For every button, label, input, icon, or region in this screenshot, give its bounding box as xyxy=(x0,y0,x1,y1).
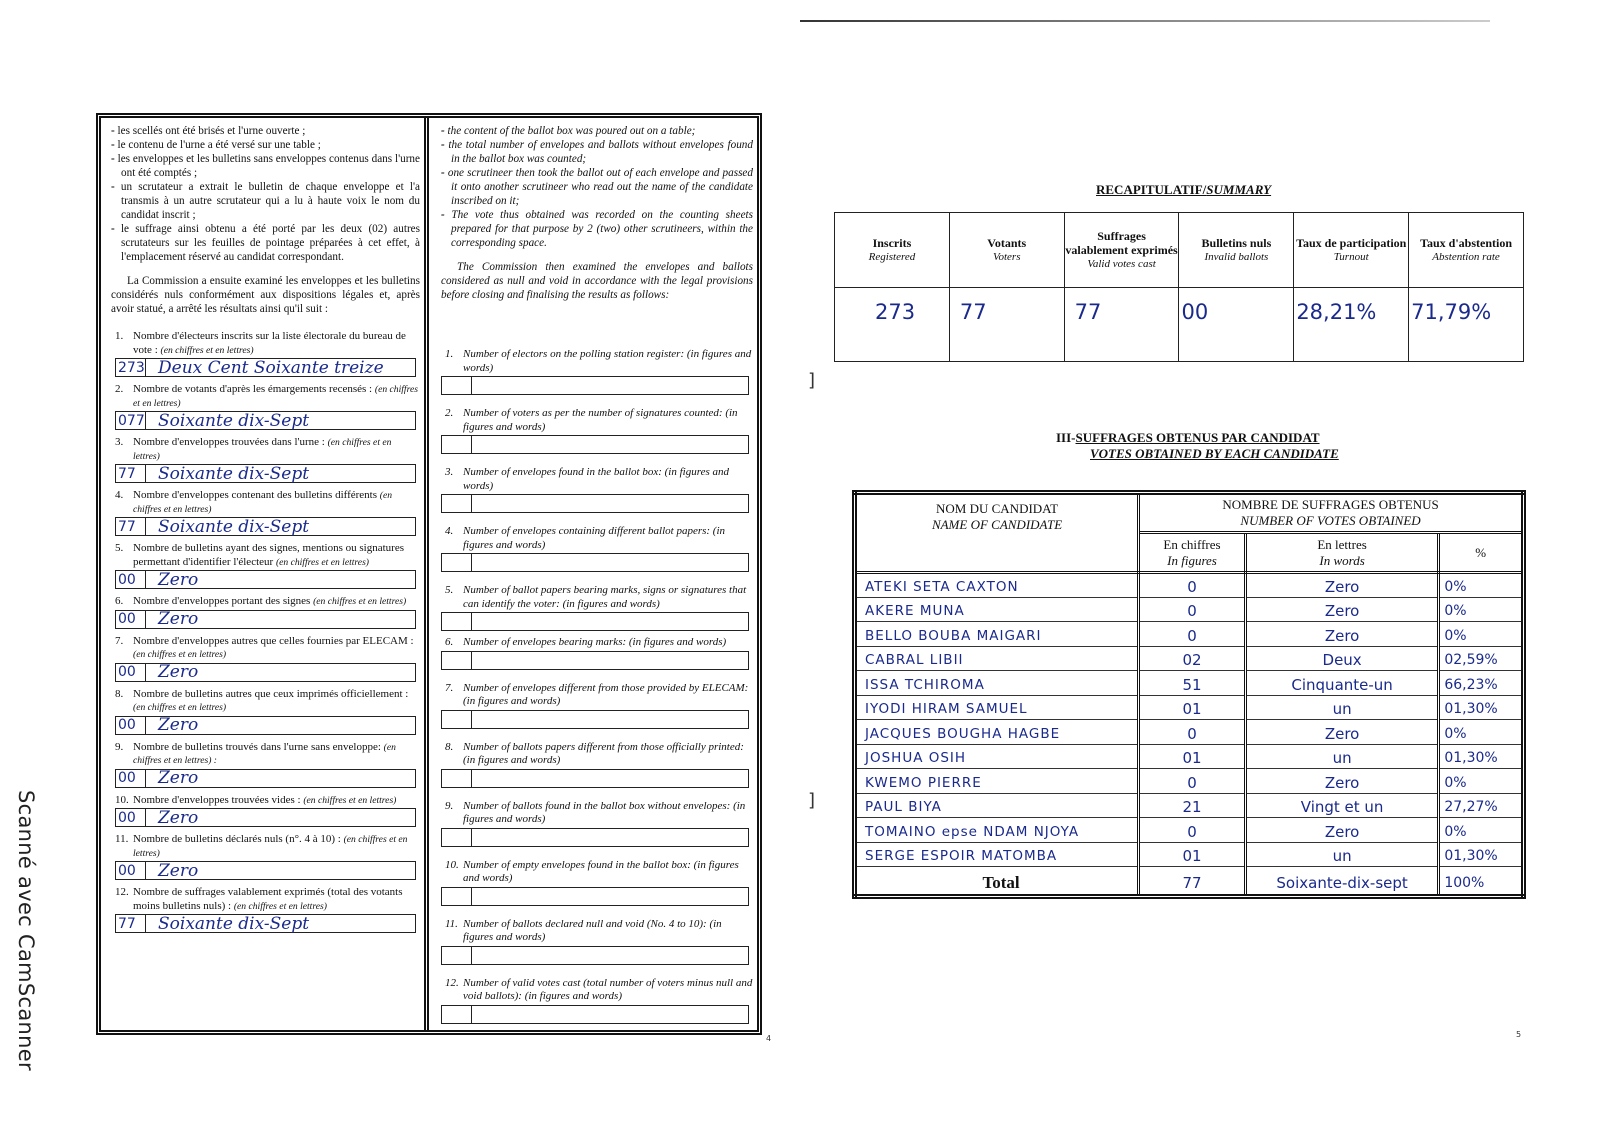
item-text: Nombre d'enveloppes trouvées dans l'urne : xyxy=(133,436,325,448)
item-hint: (en chiffres et en lettres) xyxy=(303,794,397,806)
words-field[interactable]: Deux Cent Soixante treize xyxy=(158,357,384,378)
candidate-percent: 02,59% xyxy=(1439,646,1524,671)
item-label xyxy=(111,436,420,463)
header-votes-obtained: NOMBRE DE SUFFRAGES OBTENUS NUMBER OF VOTES OBTAINED xyxy=(1139,493,1524,533)
procedure-step: - un scrutateur a extrait le bulletin de chaque enveloppe et l'a transmis à un autre scrutateur qui a lu à haute voix le nom du candidat inscrit ; xyxy=(111,180,420,222)
candidate-votes-figures: 01 xyxy=(1139,842,1246,867)
candidate-row xyxy=(855,671,1524,696)
form-item xyxy=(111,542,420,589)
candidate-percent: 0% xyxy=(1439,622,1524,647)
summary-registered-value: 273 xyxy=(835,288,950,362)
candidate-row xyxy=(855,646,1524,671)
item-label xyxy=(111,542,420,569)
item-label xyxy=(441,466,753,493)
figure-field[interactable]: 077 xyxy=(118,412,145,429)
summary-title-en: SUMMARY xyxy=(1206,182,1272,197)
candidate-votes-words: un xyxy=(1245,744,1438,769)
procedure-step: - The vote thus obtained was recorded on the counting sheets prepared for that purpose by 2 (two) other scrutineers, within the corresponding space. xyxy=(441,208,753,250)
candidate-percent: 01,30% xyxy=(1439,695,1524,720)
header-candidate-name: NOM DU CANDIDAT NAME OF CANDIDATE xyxy=(855,493,1139,573)
item-text: Number of envelopes different from those provided by ELECAM: (in figures and words) xyxy=(463,681,749,707)
procedure-step: - le contenu de l'urne a été versé sur une table ; xyxy=(111,138,420,152)
candidate-percent: 01,30% xyxy=(1439,744,1524,769)
answer-field[interactable] xyxy=(115,570,416,589)
item-number: 2. xyxy=(445,407,454,419)
candidate-row xyxy=(855,695,1524,720)
item-number: 5. xyxy=(445,584,454,596)
french-procedure-list xyxy=(111,124,420,264)
figure-field[interactable]: 00 xyxy=(116,717,146,734)
item-label xyxy=(111,833,420,860)
item-label xyxy=(111,794,420,808)
words-field[interactable]: Zero xyxy=(158,662,199,682)
scan-mark: ] xyxy=(808,370,816,391)
item-label xyxy=(111,489,420,516)
english-column xyxy=(429,118,757,1030)
item-number: 12. xyxy=(445,976,459,989)
words-field[interactable]: Zero xyxy=(158,768,199,788)
form-item xyxy=(441,584,753,631)
procedure-step: - le suffrage ainsi obtenu a été porté par les deux (02) autres scrutateurs sur les feuilles de pointage préparées à cet effet, à l'emplacement réservé au candidat correspondant. xyxy=(111,222,420,264)
item-text: Nombre de bulletins ayant des signes, mentions ou signatures permettant d'identifier l'électeur xyxy=(133,542,404,568)
answer-field[interactable] xyxy=(441,946,749,965)
summary-turnout-value: 28,21% xyxy=(1294,288,1409,362)
item-label xyxy=(111,886,420,913)
summary-abstention-value: 71,79% xyxy=(1409,288,1524,362)
candidate-row xyxy=(855,622,1524,647)
figure-field[interactable] xyxy=(442,652,472,669)
answer-field[interactable] xyxy=(441,553,749,572)
summary-header-abstention: Taux d'abstention Abstention rate xyxy=(1409,213,1524,288)
figure-field[interactable]: 00 xyxy=(116,571,146,588)
item-number: 7. xyxy=(445,681,454,694)
item-text: Number of empty envelopes found in the ballot box: (in figures and words) xyxy=(463,858,739,884)
item-hint: (en chiffres et en lettres) xyxy=(233,900,327,912)
french-column xyxy=(101,118,429,1030)
candidate-votes-words: Vingt et un xyxy=(1245,793,1438,818)
candidate-name: SERGE ESPOIR MATOMBA xyxy=(855,842,1139,867)
candidate-name: KWEMO PIERRE xyxy=(855,769,1139,794)
form-item xyxy=(111,635,420,682)
answer-field[interactable] xyxy=(115,610,416,629)
summary-table xyxy=(834,212,1524,362)
figure-field[interactable] xyxy=(442,947,472,964)
summary-valid-value: 77 xyxy=(1064,288,1179,362)
item-number: 5. xyxy=(115,542,124,554)
form-item xyxy=(441,682,753,729)
candidate-name: ATEKI SETA CAXTON xyxy=(855,573,1139,598)
item-label xyxy=(111,635,420,662)
candidate-row xyxy=(855,597,1524,622)
answer-field[interactable] xyxy=(441,651,749,670)
french-items xyxy=(111,330,420,933)
candidate-name: JACQUES BOUGHA HAGBE xyxy=(855,720,1139,745)
page-number-left: 4 xyxy=(766,1034,772,1043)
candidate-votes-words: Zero xyxy=(1245,573,1438,598)
candidates-section-title: III-SUFFRAGES OBTENUS PAR CANDIDAT VOTES OBTAINED BY EACH CANDIDATE xyxy=(1056,430,1339,461)
answer-field[interactable] xyxy=(115,716,416,735)
form-item xyxy=(441,407,753,454)
item-hint: (en chiffres et en lettres) xyxy=(313,596,407,607)
candidate-percent: 0% xyxy=(1439,573,1524,598)
procedure-step: - one scrutineer then took the ballot out of each envelope and passed it onto another scrutineer who read out the name of the candidate inscribed on it; xyxy=(441,166,753,208)
item-number: 8. xyxy=(115,687,124,700)
item-label xyxy=(441,800,753,827)
item-text: Nombre d'enveloppes contenant des bulletins différents xyxy=(133,489,378,501)
item-label xyxy=(441,977,753,1004)
item-text: Number of ballots found in the ballot box without envelopes: (in figures and words) xyxy=(463,799,746,825)
figure-field[interactable] xyxy=(442,377,472,394)
english-paragraph: The Commission then examined the envelopes and ballots considered as null and void in accordance with the legal provisions before closing and finalising the results as follows: xyxy=(441,261,753,301)
candidate-votes-words: Zero xyxy=(1245,769,1438,794)
item-number: 12. xyxy=(115,886,129,898)
summary-title xyxy=(1096,182,1271,198)
item-hint: (en chiffres et en lettres) xyxy=(133,834,408,859)
summary-header-valid-votes: Suffrages valablement exprimés Valid votes cast xyxy=(1064,213,1179,288)
form-item xyxy=(111,383,420,430)
form-item xyxy=(441,800,753,847)
item-text: Number of ballots papers different from those officially printed: (in figures and words) xyxy=(463,740,744,766)
item-text: Number of voters as per the number of signatures counted: (in figures and words) xyxy=(463,407,738,433)
form-item xyxy=(111,886,420,933)
summary-title-fr: RECAPITULATIF/ xyxy=(1096,182,1207,197)
candidate-votes-words: Zero xyxy=(1245,818,1438,843)
form-item xyxy=(441,348,753,395)
summary-header-registered: Inscrits Registered xyxy=(835,213,950,288)
header-in-words: En lettres In words xyxy=(1245,533,1438,573)
page-number-right: 5 xyxy=(1516,1030,1522,1039)
form-item xyxy=(111,741,420,788)
candidate-votes-words: Zero xyxy=(1245,720,1438,745)
words-field[interactable]: Zero xyxy=(158,807,199,828)
answer-field[interactable] xyxy=(115,914,416,933)
french-paragraph: La Commission a ensuite examiné les enveloppes et les bulletins considérés nuls conformément aux dispositions légales et, après avoir statué, a arrêté les résultats ainsi qu'il suit : xyxy=(111,275,420,315)
item-label xyxy=(441,741,753,768)
item-hint: (en chiffres et en lettres) xyxy=(133,384,418,409)
figure-field[interactable]: 273 xyxy=(118,359,145,376)
item-hint: (en chiffres et en lettres) xyxy=(133,490,393,515)
item-hint: (en chiffres et en lettres) xyxy=(275,556,369,568)
item-number: 10. xyxy=(115,793,129,806)
item-hint: (en chiffres et en lettres) xyxy=(133,702,227,713)
item-number: 11. xyxy=(445,917,458,930)
candidate-votes-words: Cinquante-un xyxy=(1245,671,1438,696)
item-hint: (en chiffres et en lettres) : xyxy=(133,741,396,766)
item-number: 4. xyxy=(115,489,124,501)
answer-field[interactable] xyxy=(115,358,416,377)
item-label xyxy=(441,918,753,945)
figure-field[interactable] xyxy=(442,1006,472,1023)
item-label xyxy=(441,348,753,375)
item-text: Number of ballots declared null and void (No. 4 to 10): (in figures and words) xyxy=(463,917,722,943)
candidate-row xyxy=(855,842,1524,867)
item-number: 9. xyxy=(445,799,454,812)
item-text: Number of ballot papers bearing marks, signs or signatures that can identify the voter: (in figures and words) xyxy=(463,584,747,610)
total-row xyxy=(855,867,1524,897)
item-label xyxy=(111,595,420,609)
figure-field[interactable] xyxy=(442,711,472,728)
candidate-name: PAUL BIYA xyxy=(855,793,1139,818)
figure-field[interactable]: 77 xyxy=(116,518,146,535)
candidate-votes-figures: 51 xyxy=(1139,671,1246,696)
candidate-votes-figures: 0 xyxy=(1139,769,1246,794)
item-text: Nombre d'électeurs inscrits sur la liste électorale du bureau de vote : xyxy=(133,330,406,356)
words-field[interactable]: Zero xyxy=(158,715,199,735)
form-item xyxy=(111,436,420,483)
candidate-votes-figures: 01 xyxy=(1139,744,1246,769)
figure-field[interactable] xyxy=(442,495,472,512)
candidate-votes-figures: 0 xyxy=(1139,622,1246,647)
form-item xyxy=(111,833,420,880)
candidate-percent: 0% xyxy=(1439,769,1524,794)
item-number: 11. xyxy=(115,833,129,845)
item-text: Nombre de bulletins déclarés nuls (n°. 4 à 10) : xyxy=(133,833,341,845)
answer-field[interactable] xyxy=(115,464,416,483)
form-item xyxy=(111,794,420,828)
form-item xyxy=(111,489,420,536)
item-number: 9. xyxy=(115,740,124,753)
item-text: Nombre de bulletins autres que ceux imprimés officiellement : xyxy=(133,687,409,700)
item-text: Number of valid votes cast (total number of voters minus null and void ballots): (in figures and words) xyxy=(463,976,753,1002)
item-label xyxy=(441,682,753,709)
item-text: Number of envelopes found in the ballot box: (in figures and words) xyxy=(463,466,729,492)
item-label xyxy=(111,688,420,715)
item-text: Nombre de bulletins trouvés dans l'urne sans enveloppe: xyxy=(133,740,381,753)
item-label xyxy=(441,584,753,611)
item-text: Number of electors on the polling station register: (in figures and words) xyxy=(463,348,752,374)
summary-header-voters: Votants Voters xyxy=(949,213,1064,288)
candidate-percent: 0% xyxy=(1439,818,1524,843)
candidate-percent: 66,23% xyxy=(1439,671,1524,696)
figure-field[interactable]: 00 xyxy=(116,664,146,681)
candidate-name: IYODI HIRAM SAMUEL xyxy=(855,695,1139,720)
words-field[interactable]: Soixante dix-Sept xyxy=(158,410,310,431)
answer-field[interactable] xyxy=(441,828,749,847)
total-words: Soixante-dix-sept xyxy=(1245,867,1438,897)
summary-invalid-value: 00 xyxy=(1179,288,1294,362)
left-page-form xyxy=(96,113,762,1035)
item-text: Nombre d'enveloppes portant des signes xyxy=(133,595,311,607)
candidate-row xyxy=(855,744,1524,769)
candidate-votes-words: un xyxy=(1245,842,1438,867)
words-field[interactable]: Zero xyxy=(158,860,199,881)
candidate-row xyxy=(855,793,1524,818)
english-procedure-list xyxy=(441,124,753,250)
candidate-votes-figures: 0 xyxy=(1139,597,1246,622)
top-rule xyxy=(800,20,1490,22)
scan-mark: ] xyxy=(808,790,816,811)
candidate-votes-figures: 21 xyxy=(1139,793,1246,818)
words-field[interactable]: Zero xyxy=(158,609,199,629)
item-label xyxy=(441,525,753,552)
summary-header-invalid: Bulletins nuls Invalid ballots xyxy=(1179,213,1294,288)
figure-field[interactable]: 77 xyxy=(116,465,146,482)
candidate-votes-figures: 01 xyxy=(1139,695,1246,720)
procedure-step: - les enveloppes et les bulletins sans enveloppes contenus dans l'urne ont été comptés ; xyxy=(111,152,420,180)
candidate-votes-words: un xyxy=(1245,695,1438,720)
candidate-name: BELLO BOUBA MAIGARI xyxy=(855,622,1139,647)
form-item xyxy=(441,918,753,965)
figure-field[interactable] xyxy=(442,436,472,453)
answer-field[interactable] xyxy=(115,517,416,536)
figure-field[interactable] xyxy=(442,829,472,846)
candidate-votes-figures: 0 xyxy=(1139,573,1246,598)
form-item xyxy=(111,330,420,377)
figure-field[interactable] xyxy=(442,888,472,905)
figure-field[interactable]: 00 xyxy=(116,809,146,826)
answer-field[interactable] xyxy=(441,494,749,513)
item-number: 6. xyxy=(445,636,454,648)
item-text: Nombre d'enveloppes trouvées vides : xyxy=(133,793,301,806)
candidate-name: AKERE MUNA xyxy=(855,597,1139,622)
candidate-votes-figures: 02 xyxy=(1139,646,1246,671)
answer-field[interactable] xyxy=(115,769,416,788)
figure-field[interactable]: 00 xyxy=(116,611,146,628)
candidate-name: TOMAINO epse NDAM NJOYA xyxy=(855,818,1139,843)
summary-voters-value: 77 xyxy=(949,288,1064,362)
item-label xyxy=(111,741,420,768)
item-hint: (en chiffres et en lettres) xyxy=(160,344,254,356)
total-label: Total xyxy=(855,867,1139,897)
candidate-votes-words: Zero xyxy=(1245,597,1438,622)
item-number: 4. xyxy=(445,525,454,537)
candidate-percent: 01,30% xyxy=(1439,842,1524,867)
procedure-step: - the total number of envelopes and ballots without envelopes found in the ballot box was counted; xyxy=(441,138,753,166)
answer-field[interactable] xyxy=(441,376,749,395)
answer-field[interactable] xyxy=(441,710,749,729)
candidate-row xyxy=(855,769,1524,794)
answer-field[interactable] xyxy=(115,861,416,880)
item-label xyxy=(111,330,420,357)
figure-field[interactable] xyxy=(442,613,472,630)
words-field[interactable]: Zero xyxy=(158,569,199,590)
item-number: 7. xyxy=(115,634,124,647)
figure-field[interactable]: 00 xyxy=(116,862,146,879)
item-number: 3. xyxy=(115,436,124,448)
item-text: Nombre d'enveloppes autres que celles fournies par ELECAM : xyxy=(133,634,414,647)
candidate-name: CABRAL LIBII xyxy=(855,646,1139,671)
answer-field[interactable] xyxy=(115,663,416,682)
candidate-name: JOSHUA OSIH xyxy=(855,744,1139,769)
answer-field[interactable] xyxy=(441,769,749,788)
candidate-row xyxy=(855,818,1524,843)
english-items xyxy=(441,348,753,1024)
candidate-votes-words: Deux xyxy=(1245,646,1438,671)
item-number: 3. xyxy=(445,466,454,478)
form-item xyxy=(441,859,753,906)
form-item xyxy=(441,741,753,788)
words-field[interactable]: Soixante dix-Sept xyxy=(158,516,310,537)
summary-header-turnout: Taux de participation Turnout xyxy=(1294,213,1409,288)
item-number: 1. xyxy=(445,348,454,360)
words-field[interactable]: Soixante dix-Sept xyxy=(158,913,310,934)
answer-field[interactable] xyxy=(441,435,749,454)
item-number: 8. xyxy=(445,740,454,753)
figure-field[interactable] xyxy=(442,770,472,787)
form-item xyxy=(441,466,753,513)
answer-field[interactable] xyxy=(441,612,749,631)
total-figures: 77 xyxy=(1139,867,1246,897)
candidate-votes-words: Zero xyxy=(1245,622,1438,647)
form-item xyxy=(111,595,420,629)
item-text: Nombre de votants d'après les émargements recensés : xyxy=(133,383,373,395)
form-item xyxy=(441,636,753,670)
item-label xyxy=(441,636,753,650)
candidate-row xyxy=(855,573,1524,598)
procedure-step: - the content of the ballot box was poured out on a table; xyxy=(441,124,753,138)
answer-field[interactable] xyxy=(441,887,749,906)
candidate-name: ISSA TCHIROMA xyxy=(855,671,1139,696)
answer-field[interactable] xyxy=(441,1005,749,1024)
figure-field[interactable]: 00 xyxy=(116,770,146,787)
candidate-votes-figures: 0 xyxy=(1139,818,1246,843)
item-label xyxy=(441,859,753,886)
candidate-percent: 0% xyxy=(1439,597,1524,622)
candidate-percent: 27,27% xyxy=(1439,793,1524,818)
candidate-percent: 0% xyxy=(1439,720,1524,745)
answer-field[interactable] xyxy=(115,808,416,827)
header-in-figures: En chiffres In figures xyxy=(1139,533,1246,573)
item-number: 2. xyxy=(115,383,124,395)
words-field[interactable]: Soixante dix-Sept xyxy=(158,463,310,484)
item-number: 10. xyxy=(445,858,459,871)
form-item xyxy=(111,688,420,735)
figure-field[interactable] xyxy=(442,554,472,571)
camscanner-watermark: Scanné avec CamScanner xyxy=(14,790,38,1071)
candidate-row xyxy=(855,720,1524,745)
form-item xyxy=(441,525,753,572)
procedure-step: - les scellés ont été brisés et l'urne ouverte ; xyxy=(111,124,420,138)
item-hint: (en chiffres et en lettres) xyxy=(133,649,227,660)
figure-field[interactable]: 77 xyxy=(116,915,146,932)
item-hint: (en chiffres et en lettres) xyxy=(133,437,392,462)
item-number: 6. xyxy=(115,595,124,607)
item-number: 1. xyxy=(115,330,124,342)
total-percent: 100% xyxy=(1439,867,1524,897)
answer-field[interactable] xyxy=(115,411,416,430)
item-text: Number of envelopes containing different ballot papers: (in figures and words) xyxy=(463,525,726,551)
candidate-votes-figures: 0 xyxy=(1139,720,1246,745)
item-text: Nombre de suffrages valablement exprimés (total des votants moins bulletins nuls) : xyxy=(133,886,403,912)
form-item xyxy=(441,977,753,1024)
item-label xyxy=(111,383,420,410)
item-text: Number of envelopes bearing marks: (in figures and words) xyxy=(463,636,727,648)
item-label xyxy=(441,407,753,434)
candidates-table xyxy=(852,490,1526,899)
header-percent: % xyxy=(1439,533,1524,573)
